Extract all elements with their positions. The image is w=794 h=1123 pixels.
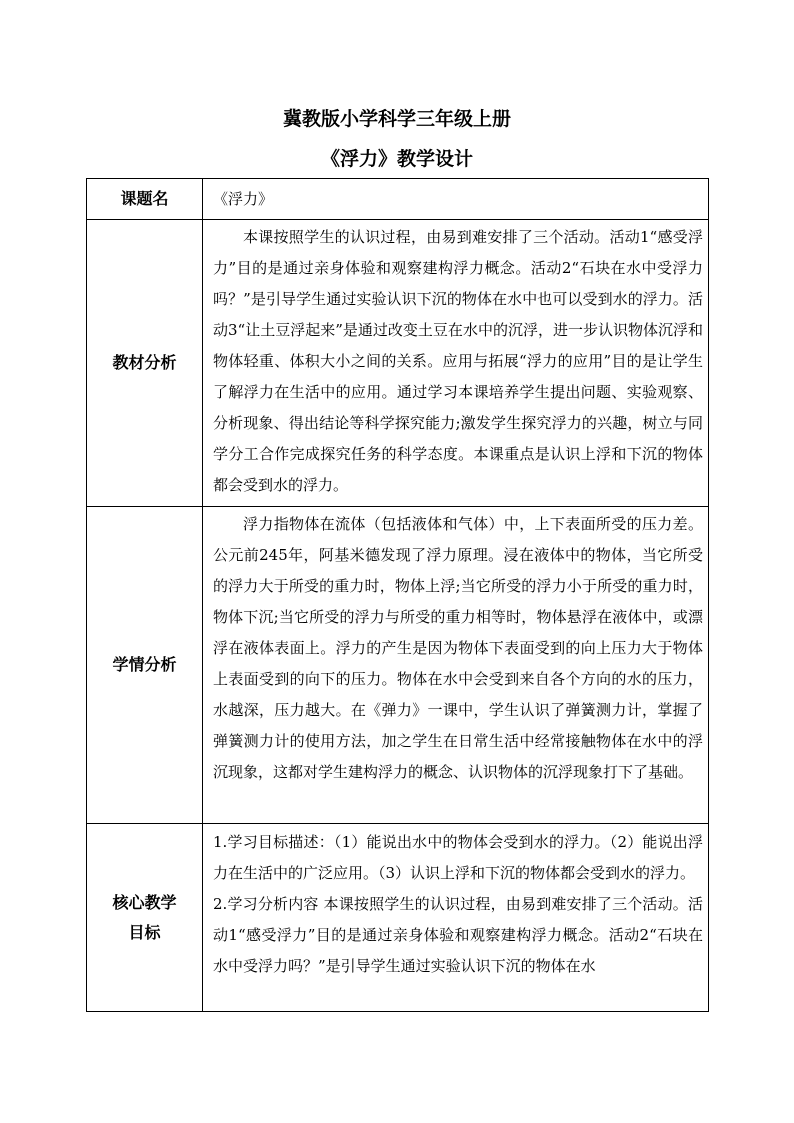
student-analysis-label: 学情分析 <box>87 507 203 824</box>
topic-label: 课题名 <box>87 179 203 220</box>
table-row-core-goals <box>87 824 709 1012</box>
topic-value <box>203 179 709 220</box>
core-goals-label-line2: 目标 <box>128 922 161 942</box>
core-goals-item-1: 1.学习目标描述：（1）能说出水中的物体会受到水的浮力。（2）能说出浮力在生活中的广泛应用。（3）认识上浮和下沉的物体都会受到水的浮力。 <box>213 833 703 882</box>
lesson-plan-table <box>86 178 709 1012</box>
core-goals-item-2: 2.学习分析内容 本课按照学生的认识过程，由易到难安排了三个活动。活动1“感受浮力”目的是通过亲身体验和观察建构浮力概念。活动2“石块在水中受浮力吗？”是引导学生通过实验认识下沉的物体在水 <box>213 895 703 975</box>
document-title: 冀教版小学科学三年级上册 <box>282 108 511 130</box>
table-row-material-analysis <box>87 220 709 507</box>
material-analysis-text: 本课按照学生的认识过程，由易到难安排了三个活动。活动1“感受浮力”目的是通过亲身体验和观察建构浮力概念。活动2“石块在水中受浮力吗？”是引导学生通过实验认识下沉的物体在水中也可以受到水的浮力。活动3“让土豆浮起来”是通过改变土豆在水中的沉浮，进一步认识物体沉浮和物体轻重、体积大小之间的关系。应用与拓展“浮力的应用”目的是让学生了解浮力在生活中的应用。通过学习本课培养学生提出问题、实验观察、分析现象、得出结论等科学探究能力;激发学生探究浮力的兴趣，树立与同学分工合作完成探究任务的科学态度。本课重点是认识上浮和下沉的物体都会受到水的浮力。 <box>213 228 703 494</box>
core-goals-label-line1: 核心教学 <box>112 892 177 912</box>
topic-value-text: 《浮力》 <box>213 189 274 208</box>
document-subtitle: 《浮力》教学设计 <box>320 148 473 170</box>
material-analysis-label: 教材分析 <box>87 220 203 507</box>
core-goals-cell <box>203 824 709 1012</box>
table-row-topic <box>87 179 709 220</box>
table-row-student-analysis <box>87 507 709 824</box>
student-analysis-cell <box>203 507 709 824</box>
material-analysis-cell <box>203 220 709 507</box>
student-analysis-text: 浮力指物体在流体（包括液体和气体）中，上下表面所受的压力差。公元前245年，阿基米德发现了浮力原理。浸在液体中的物体，当它所受的浮力大于所受的重力时，物体上浮;当它所受的浮力小于所受的重力时，物体下沉;当它所受的浮力与所受的重力相等时，物体悬浮在液体中，或漂浮在液体表面上。浮力的产生是因为物体下表面受到的向上压力大于物体上表面受到的向下的压力。物体在水中会受到来自各个方向的水的压力，水越深，压力越大。在《弹力》一课中，学生认识了弹簧测力计，掌握了弹簧测力计的使用方法，加之学生在日常生活中经常接触物体在水中的浮沉现象，这都对学生建构浮力的概念、认识物体的沉浮现象打下了基础。 <box>213 515 703 781</box>
core-goals-label <box>87 824 203 1012</box>
